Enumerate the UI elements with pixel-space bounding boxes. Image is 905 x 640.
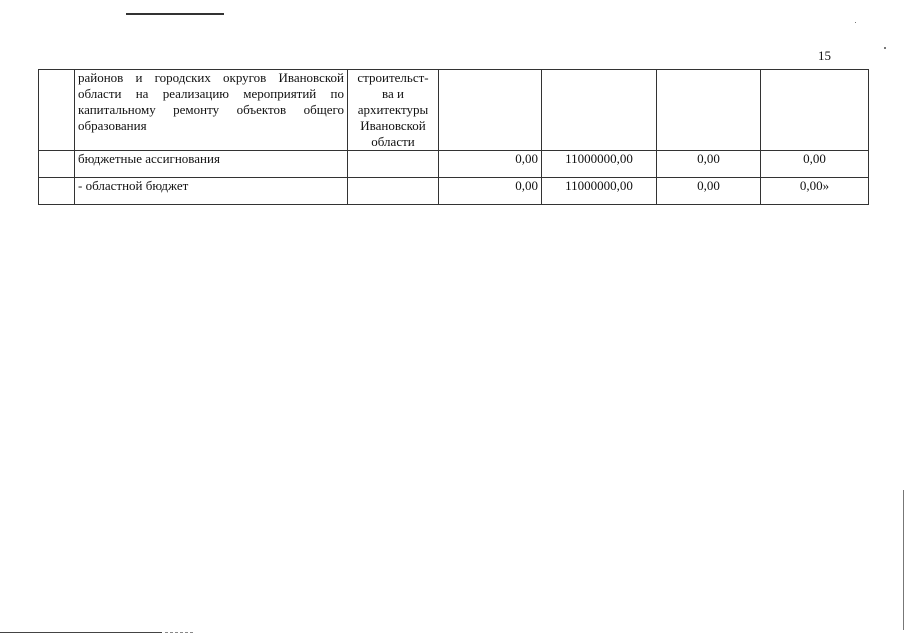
value-cell: 0,00: [657, 178, 761, 205]
row-label: бюджетные ассигнования: [75, 151, 348, 178]
page-number: 15: [818, 48, 831, 63]
value-cell: 0,00»: [761, 178, 869, 205]
scan-artifact-edge: [903, 490, 904, 630]
program-description: районов и городских округов Ивановской области на реализацию мероприятий по капитальному ремонту объектов общего образования: [75, 70, 348, 151]
scan-speck: [855, 22, 856, 23]
table-row: [39, 178, 869, 205]
table-cell-empty: [439, 70, 542, 151]
table-cell-index: [39, 178, 75, 205]
table-row: [39, 70, 869, 151]
value-cell: 0,00: [439, 178, 542, 205]
row-label: - областной бюджет: [75, 178, 348, 205]
table-cell-empty: [542, 70, 657, 151]
table-row: [39, 151, 869, 178]
value-cell: 11000000,00: [542, 151, 657, 178]
table-cell-empty: [761, 70, 869, 151]
scan-artifact-line: [126, 13, 224, 15]
value-cell: 0,00: [657, 151, 761, 178]
budget-table: [38, 69, 869, 205]
table-cell-index: [39, 70, 75, 151]
table-cell-empty: [657, 70, 761, 151]
value-cell: 11000000,00: [542, 178, 657, 205]
value-cell: 0,00: [761, 151, 869, 178]
scan-artifact-line: [165, 632, 193, 633]
table-cell-index: [39, 151, 75, 178]
value-cell: 0,00: [439, 151, 542, 178]
scan-speck: [884, 47, 886, 49]
table-cell-empty: [348, 151, 439, 178]
responsible-executor: строительст- ва и архитектуры Ивановской области: [348, 70, 439, 151]
scan-artifact-line: [0, 632, 162, 633]
table-cell-empty: [348, 178, 439, 205]
